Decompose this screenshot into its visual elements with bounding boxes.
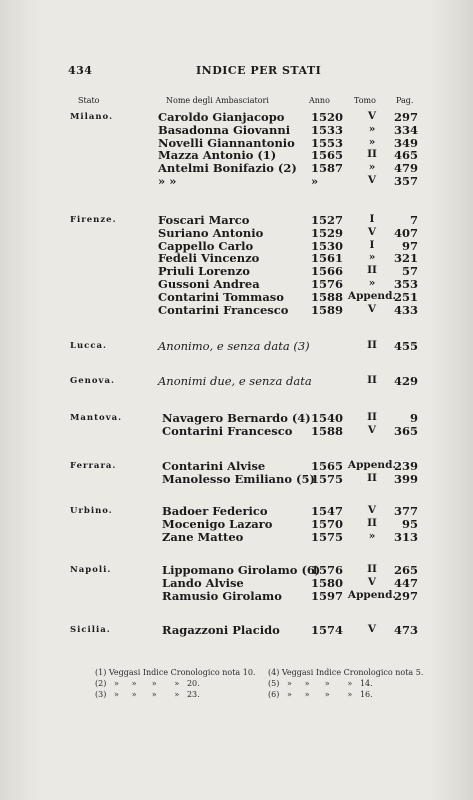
ambassador-name: Navagero Bernardo (4): [162, 411, 311, 425]
state-name: Ferrara.: [70, 461, 117, 471]
column-header-stato: Stato: [78, 96, 100, 105]
page-cell: 334: [393, 122, 418, 137]
year-cell: 1589: [311, 302, 344, 317]
ambassador-name: Mazza Antonio (1): [158, 148, 277, 163]
column-header-tomo: Tomo: [354, 96, 376, 105]
year-cell: 1553: [311, 135, 344, 150]
year-cell: 1588: [311, 423, 344, 438]
page-cell: 473: [393, 623, 418, 637]
page-number: 434: [68, 64, 93, 77]
year-cell: 1575: [311, 471, 344, 486]
year-cell: 1529: [311, 225, 344, 240]
footnote: (2) » » » » 20.: [95, 679, 200, 688]
page-cell: 465: [393, 148, 418, 163]
footnote: (4) Veggasi Indice Cronologico nota 5.: [268, 668, 424, 677]
volume-cell: V: [367, 623, 377, 635]
page-cell: 9: [409, 411, 418, 425]
year-cell: 1576: [311, 563, 344, 577]
footnote: (5) » » » » 14.: [268, 679, 373, 688]
volume-cell: V: [367, 575, 377, 588]
volume-cell: II: [367, 411, 377, 423]
page-cell: 239: [393, 459, 418, 473]
state-name: Sicilia.: [70, 625, 111, 635]
volume-cell: I: [369, 238, 375, 251]
volume-cell: »: [368, 135, 376, 148]
volume-cell: V: [367, 225, 377, 238]
page-cell: 429: [393, 374, 418, 388]
volume-cell: »: [368, 529, 376, 542]
page-title: INDICE PER STATI: [196, 64, 322, 77]
ambassador-name: Contarini Alvise: [162, 459, 266, 473]
volume-cell: V: [367, 110, 377, 122]
ambassador-name: » »: [158, 174, 177, 188]
page-cell: 349: [393, 135, 418, 150]
page-cell: 399: [393, 471, 418, 486]
ambassador-name: Contarini Francesco: [158, 302, 289, 317]
year-cell: 1527: [311, 213, 344, 227]
volume-cell: II: [367, 339, 377, 351]
state-name: Firenze.: [70, 215, 117, 225]
volume-cell: V: [367, 504, 377, 516]
ambassador-name: Novelli Giannantonio: [158, 135, 295, 150]
ambassador-name: Basadonna Giovanni: [158, 122, 291, 137]
state-name: Genova.: [70, 376, 115, 386]
year-cell: 1580: [311, 575, 344, 590]
volume-cell: II: [367, 148, 377, 161]
year-cell: 1588: [311, 289, 344, 304]
ambassador-name: Mocenigo Lazaro: [162, 516, 273, 531]
column-header-nome: Nome degli Ambasciatori: [166, 96, 269, 105]
page-cell: 365: [393, 423, 418, 438]
page-cell: 57: [401, 264, 418, 279]
page-cell: 297: [393, 110, 418, 124]
year-cell: 1587: [311, 161, 344, 176]
ambassador-name: Cappello Carlo: [158, 238, 254, 253]
ambassador-name: Manolesso Emiliano (5): [162, 471, 315, 486]
ambassador-name: Antelmi Bonifazio (2): [158, 161, 297, 176]
year-cell: 1540: [311, 411, 344, 425]
volume-cell: II: [367, 374, 377, 386]
column-header-anno: Anno: [309, 96, 330, 105]
page-cell: 377: [393, 504, 418, 518]
ambassador-name: Ragazzoni Placido: [162, 623, 280, 637]
ambassador-name: Anonimo, e senza data (3): [158, 339, 310, 353]
year-cell: »: [311, 174, 319, 188]
footnotes-left: [95, 668, 255, 701]
volume-cell: II: [367, 516, 377, 529]
page-cell: 251: [393, 289, 418, 304]
volume-cell: I: [369, 213, 375, 225]
ambassador-name: Lippomano Girolamo (6): [162, 563, 321, 577]
footnote: (6) » » » » 16.: [268, 690, 373, 699]
volume-cell: II: [367, 471, 377, 484]
year-cell: 1547: [311, 504, 344, 518]
page-cell: 447: [393, 575, 418, 590]
volume-cell: »: [368, 161, 376, 174]
page-cell: 7: [409, 213, 418, 227]
page-cell: 95: [401, 516, 418, 531]
page-cell: 265: [393, 563, 418, 577]
ambassador-name: Caroldo Gianjacopo: [158, 110, 285, 124]
page-cell: 407: [393, 225, 418, 240]
year-cell: 1565: [311, 459, 344, 473]
volume-cell: II: [367, 264, 377, 277]
page-cell: 297: [393, 588, 418, 603]
year-cell: 1575: [311, 529, 344, 544]
year-cell: 1574: [311, 623, 344, 637]
year-cell: 1520: [311, 110, 344, 124]
volume-cell: II: [367, 563, 377, 575]
page-cell: 353: [393, 277, 418, 291]
volume-cell: V: [367, 174, 377, 186]
page-cell: 97: [401, 238, 418, 253]
volume-cell: »: [368, 277, 376, 289]
footnote: (1) Veggasi Indice Cronologico nota 10.: [95, 668, 256, 677]
volume-cell: »: [368, 122, 376, 135]
footnotes-right: [268, 668, 423, 701]
ambassador-name: Zane Matteo: [162, 529, 244, 544]
year-cell: 1561: [311, 251, 344, 266]
volume-cell: Append.: [347, 289, 397, 302]
volume-cell: »: [368, 251, 376, 264]
state-name: Milano.: [70, 112, 114, 122]
state-name: Napoli.: [70, 565, 112, 575]
page-cell: 313: [393, 529, 418, 544]
ambassador-name: Contarini Tommaso: [158, 289, 284, 304]
state-name: Lucca.: [70, 341, 107, 351]
page-cell: 479: [393, 161, 418, 176]
ambassador-name: Anonimi due, e senza data: [158, 374, 312, 388]
ambassador-name: Foscari Marco: [158, 213, 250, 227]
ambassador-name: Lando Alvise: [162, 575, 244, 590]
ambassador-name: Badoer Federico: [162, 504, 268, 518]
ambassador-name: Priuli Lorenzo: [158, 264, 250, 279]
year-cell: 1565: [311, 148, 344, 163]
page-cell: 357: [393, 174, 418, 188]
ambassador-name: Gussoni Andrea: [158, 277, 260, 291]
year-cell: 1597: [311, 588, 344, 603]
year-cell: 1533: [311, 122, 344, 137]
year-cell: 1570: [311, 516, 344, 531]
volume-cell: Append.: [347, 588, 397, 601]
state-name: Urbino.: [70, 506, 113, 516]
page-cell: 433: [393, 302, 418, 317]
ambassador-name: Fedeli Vincenzo: [158, 251, 260, 266]
volume-cell: Append.: [347, 459, 397, 471]
ambassador-name: Contarini Francesco: [162, 423, 293, 438]
page-cell: 321: [393, 251, 418, 266]
page-cell: 455: [393, 339, 418, 353]
year-cell: 1530: [311, 238, 344, 253]
year-cell: 1576: [311, 277, 344, 291]
ambassador-name: Suriano Antonio: [158, 225, 264, 240]
column-header-pag: Pag.: [396, 96, 414, 105]
volume-cell: V: [367, 302, 377, 315]
state-name: Mantova.: [70, 413, 123, 423]
footnote: (3) » » » » 23.: [95, 690, 200, 699]
ambassador-name: Ramusio Girolamo: [162, 588, 282, 603]
year-cell: 1566: [311, 264, 344, 279]
volume-cell: V: [367, 423, 377, 436]
